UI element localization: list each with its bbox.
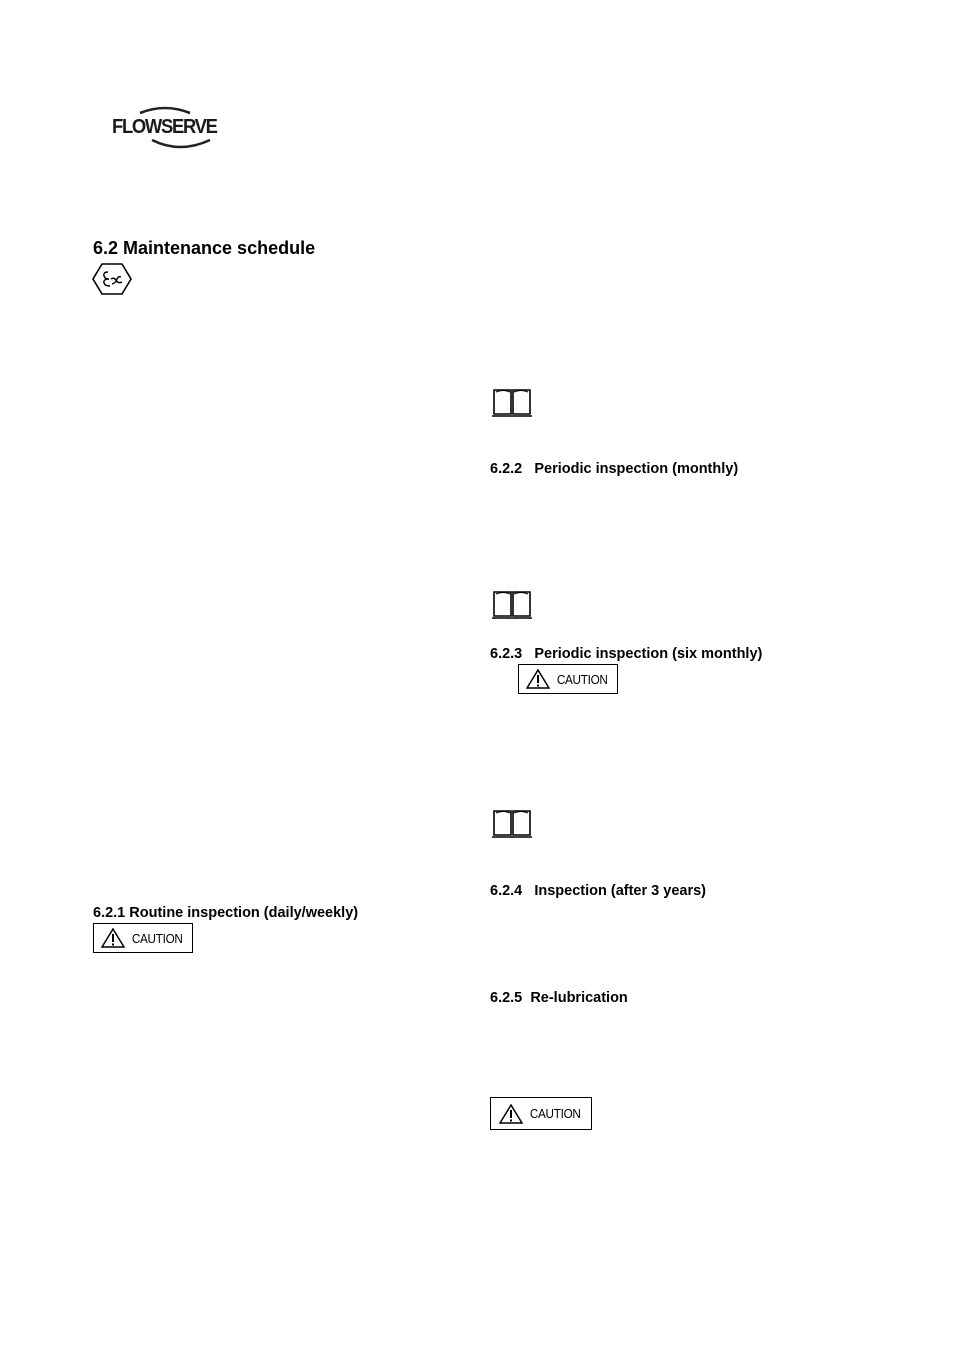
subsection-label: Inspection (after 3 years) xyxy=(534,883,706,899)
subsection-title-monthly xyxy=(490,461,738,477)
caution-badge xyxy=(490,1097,592,1130)
subsection-title-routine: 6.2.1 Routine inspection (daily/weekly) xyxy=(93,905,359,921)
caution-badge xyxy=(518,664,618,694)
caution-label: CAUTION xyxy=(529,1106,581,1121)
flowserve-logo xyxy=(110,104,222,154)
caution-badge xyxy=(93,923,193,953)
subsection-number: 6.2.5 xyxy=(490,990,523,1006)
subsection-label: Periodic inspection (monthly) xyxy=(534,461,739,477)
caution-label: CAUTION xyxy=(556,671,608,687)
book-icon xyxy=(491,386,533,420)
book-icon xyxy=(491,588,533,622)
section-title: 6.2 Maintenance schedule xyxy=(93,238,316,258)
warning-triangle-icon xyxy=(499,1104,523,1124)
warning-triangle-icon xyxy=(101,928,125,948)
subsection-title-three-years xyxy=(490,883,706,899)
subsection-number: 6.2.3 xyxy=(490,646,523,662)
warning-triangle-icon xyxy=(526,669,550,689)
logo-wordmark: FLOWSERVE xyxy=(112,116,217,138)
caution-label: CAUTION xyxy=(131,930,183,946)
atex-ex-icon xyxy=(92,263,132,295)
subsection-label: Periodic inspection (six monthly) xyxy=(534,646,763,662)
subsection-title-six-monthly xyxy=(490,646,762,662)
subsection-number: 6.2.2 xyxy=(490,461,523,477)
subsection-title-relubrication xyxy=(490,990,628,1006)
subsection-label: Re-lubrication xyxy=(530,990,628,1006)
book-icon xyxy=(491,807,533,841)
subsection-number: 6.2.4 xyxy=(490,883,523,899)
